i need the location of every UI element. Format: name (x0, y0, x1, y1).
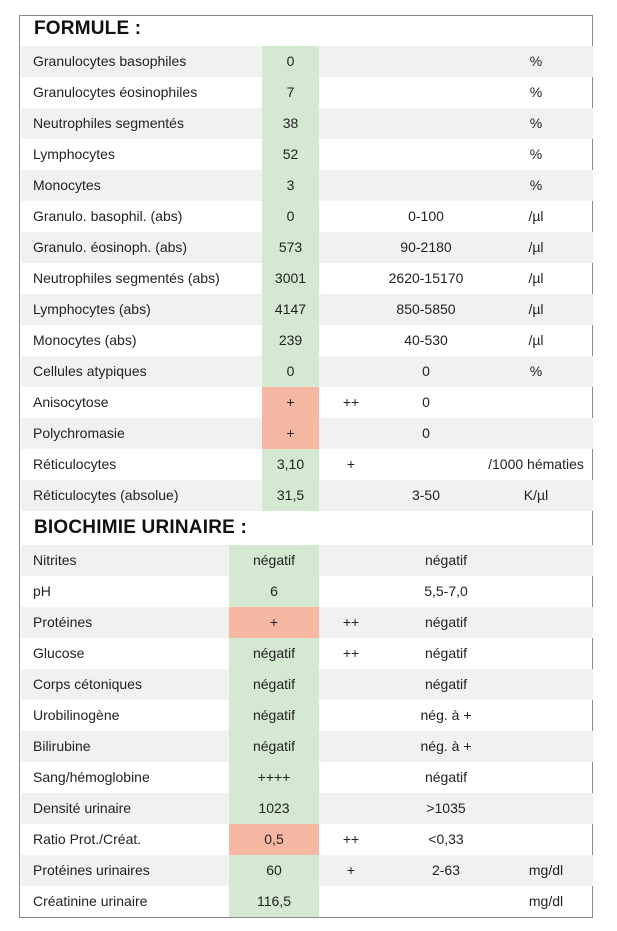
result-value: + (262, 387, 319, 418)
flag-indicator (326, 294, 376, 325)
reference-range: 5,5-7,0 (424, 583, 468, 599)
flag-indicator (326, 77, 376, 108)
table-row (21, 201, 593, 232)
test-name: Monocytes (33, 177, 101, 193)
result-value: 0 (262, 356, 319, 387)
flag-indicator: + (346, 456, 356, 472)
result-value: 0 (262, 201, 319, 232)
reference-range (376, 46, 476, 77)
flag-indicator: + (346, 862, 356, 878)
table-row (21, 294, 593, 325)
unit-label: % (529, 53, 543, 69)
reference-range (376, 139, 476, 170)
reference-range: négatif (424, 614, 468, 630)
reference-range: 2620-15170 (388, 270, 464, 286)
table-row (21, 669, 593, 700)
test-name: Ratio Prot./Créat. (33, 831, 142, 847)
result-value: 38 (262, 108, 319, 139)
reference-range: 850-5850 (396, 301, 456, 317)
unit-label: /µl (528, 332, 544, 348)
result-value: 3001 (262, 263, 319, 294)
flag-indicator (326, 418, 376, 449)
test-name: Cellules atypiques (33, 363, 147, 379)
unit-label (511, 576, 581, 607)
unit-label: /µl (528, 270, 544, 286)
result-value: 60 (229, 855, 319, 886)
result-value: 0 (262, 46, 319, 77)
test-name: Nitrites (33, 552, 77, 568)
test-name: Glucose (33, 645, 85, 661)
flag-indicator: ++ (342, 394, 360, 410)
test-name: Lymphocytes (abs) (33, 301, 151, 317)
table-row (21, 46, 593, 77)
flag-indicator (326, 700, 376, 731)
unit-label (511, 638, 581, 669)
result-value: 116,5 (229, 886, 319, 917)
flag-indicator (326, 356, 376, 387)
table-row (21, 638, 593, 669)
reference-range: négatif (424, 676, 468, 692)
unit-label: % (529, 177, 543, 193)
test-name: Anisocytose (33, 394, 109, 410)
result-value: 31,5 (262, 480, 319, 511)
reference-range: 0 (422, 425, 430, 441)
table-row (21, 387, 593, 418)
result-value: 6 (229, 576, 319, 607)
reference-range: 90-2180 (400, 239, 452, 255)
unit-label (511, 545, 581, 576)
table-row (21, 886, 593, 917)
test-name: Granulocytes éosinophiles (33, 84, 198, 100)
flag-indicator (326, 576, 376, 607)
table-row (21, 700, 593, 731)
unit-label: % (529, 84, 543, 100)
section-title: BIOCHIMIE URINAIRE : (34, 517, 247, 538)
reference-range: nég. à + (420, 738, 472, 754)
unit-label: /µl (528, 208, 544, 224)
unit-label: mg/dl (528, 893, 564, 909)
test-name: Polychromasie (33, 425, 125, 441)
unit-label: % (529, 115, 543, 131)
test-name: Réticulocytes (absolue) (33, 487, 179, 503)
result-value: + (262, 418, 319, 449)
table-row (21, 232, 593, 263)
test-name: Lymphocytes (33, 146, 115, 162)
result-value: 0,5 (229, 824, 319, 855)
flag-indicator (326, 201, 376, 232)
test-name: Granulo. basophil. (abs) (33, 208, 183, 224)
table-row (21, 480, 593, 511)
result-value: 3,10 (262, 449, 319, 480)
lab-results-table (19, 15, 593, 918)
test-name: Monocytes (abs) (33, 332, 137, 348)
flag-indicator (326, 669, 376, 700)
test-name: Corps cétoniques (33, 676, 142, 692)
reference-range (376, 170, 476, 201)
test-name: Granulo. éosinoph. (abs) (33, 239, 188, 255)
unit-label (511, 731, 581, 762)
flag-indicator (326, 793, 376, 824)
unit-label (511, 607, 581, 638)
table-row (21, 855, 593, 886)
reference-range (376, 108, 476, 139)
unit-label (511, 669, 581, 700)
flag-indicator: ++ (342, 831, 360, 847)
flag-indicator (326, 170, 376, 201)
result-value: ++++ (229, 762, 319, 793)
flag-indicator (326, 108, 376, 139)
reference-range: nég. à + (420, 707, 472, 723)
table-row (21, 576, 593, 607)
result-value: 573 (262, 232, 319, 263)
table-row (21, 824, 593, 855)
result-value: 52 (262, 139, 319, 170)
unit-label (511, 762, 581, 793)
unit-label (511, 793, 581, 824)
table-row (21, 263, 593, 294)
table-row (21, 793, 593, 824)
unit-label: K/µl (523, 487, 549, 503)
reference-range: 0 (422, 394, 430, 410)
result-value: négatif (229, 700, 319, 731)
test-name: pH (33, 583, 51, 599)
reference-range: négatif (424, 645, 468, 661)
result-value: 239 (262, 325, 319, 356)
reference-range: 2-63 (431, 862, 461, 878)
unit-label (481, 418, 591, 449)
test-name: Protéines urinaires (33, 862, 150, 878)
test-name: Protéines (33, 614, 93, 630)
reference-range: négatif (424, 769, 468, 785)
reference-range: <0,33 (428, 831, 464, 847)
table-row (21, 108, 593, 139)
table-row (21, 731, 593, 762)
result-value: 4147 (262, 294, 319, 325)
flag-indicator (326, 325, 376, 356)
table-row (21, 77, 593, 108)
flag-indicator (326, 762, 376, 793)
flag-indicator (326, 139, 376, 170)
table-row (21, 545, 593, 576)
result-value: 1023 (229, 793, 319, 824)
result-value: 7 (262, 77, 319, 108)
unit-label: /µl (528, 301, 544, 317)
test-name: Neutrophiles segmentés (33, 115, 184, 131)
flag-indicator (326, 545, 376, 576)
flag-indicator: ++ (342, 645, 360, 661)
test-name: Urobilinogène (33, 707, 120, 723)
result-value: négatif (229, 638, 319, 669)
result-value: 3 (262, 170, 319, 201)
flag-indicator (326, 263, 376, 294)
unit-label (511, 824, 581, 855)
flag-indicator: ++ (342, 614, 360, 630)
reference-range: 0 (422, 363, 430, 379)
flag-indicator (326, 232, 376, 263)
table-row (21, 607, 593, 638)
result-value: négatif (229, 669, 319, 700)
unit-label: % (529, 146, 543, 162)
table-row (21, 139, 593, 170)
table-row (21, 449, 593, 480)
test-name: Neutrophiles segmentés (abs) (33, 270, 220, 286)
test-name: Densité urinaire (33, 800, 132, 816)
reference-range (376, 449, 476, 480)
reference-range: 3-50 (411, 487, 441, 503)
section-title: FORMULE : (34, 18, 142, 39)
test-name: Sang/hémoglobine (33, 769, 150, 785)
test-name: Créatinine urinaire (33, 893, 148, 909)
table-row (21, 762, 593, 793)
reference-range: 40-530 (404, 332, 448, 348)
table-row (21, 418, 593, 449)
unit-label: % (529, 363, 543, 379)
test-name: Réticulocytes (33, 456, 117, 472)
unit-label: /1000 hématies (488, 456, 584, 472)
result-value: négatif (229, 545, 319, 576)
result-value: négatif (229, 731, 319, 762)
flag-indicator (326, 886, 376, 917)
reference-range: négatif (424, 552, 468, 568)
table-row (21, 356, 593, 387)
unit-label (511, 700, 581, 731)
unit-label: mg/dl (528, 862, 564, 878)
flag-indicator (326, 731, 376, 762)
reference-range (396, 886, 496, 917)
flag-indicator (326, 480, 376, 511)
test-name: Bilirubine (33, 738, 91, 754)
unit-label: /µl (528, 239, 544, 255)
unit-label (481, 387, 591, 418)
reference-range: 0-100 (408, 208, 444, 224)
reference-range (376, 77, 476, 108)
flag-indicator (326, 46, 376, 77)
table-row (21, 170, 593, 201)
reference-range: >1035 (426, 800, 466, 816)
table-row (21, 325, 593, 356)
result-value: + (229, 607, 319, 638)
test-name: Granulocytes basophiles (33, 53, 187, 69)
